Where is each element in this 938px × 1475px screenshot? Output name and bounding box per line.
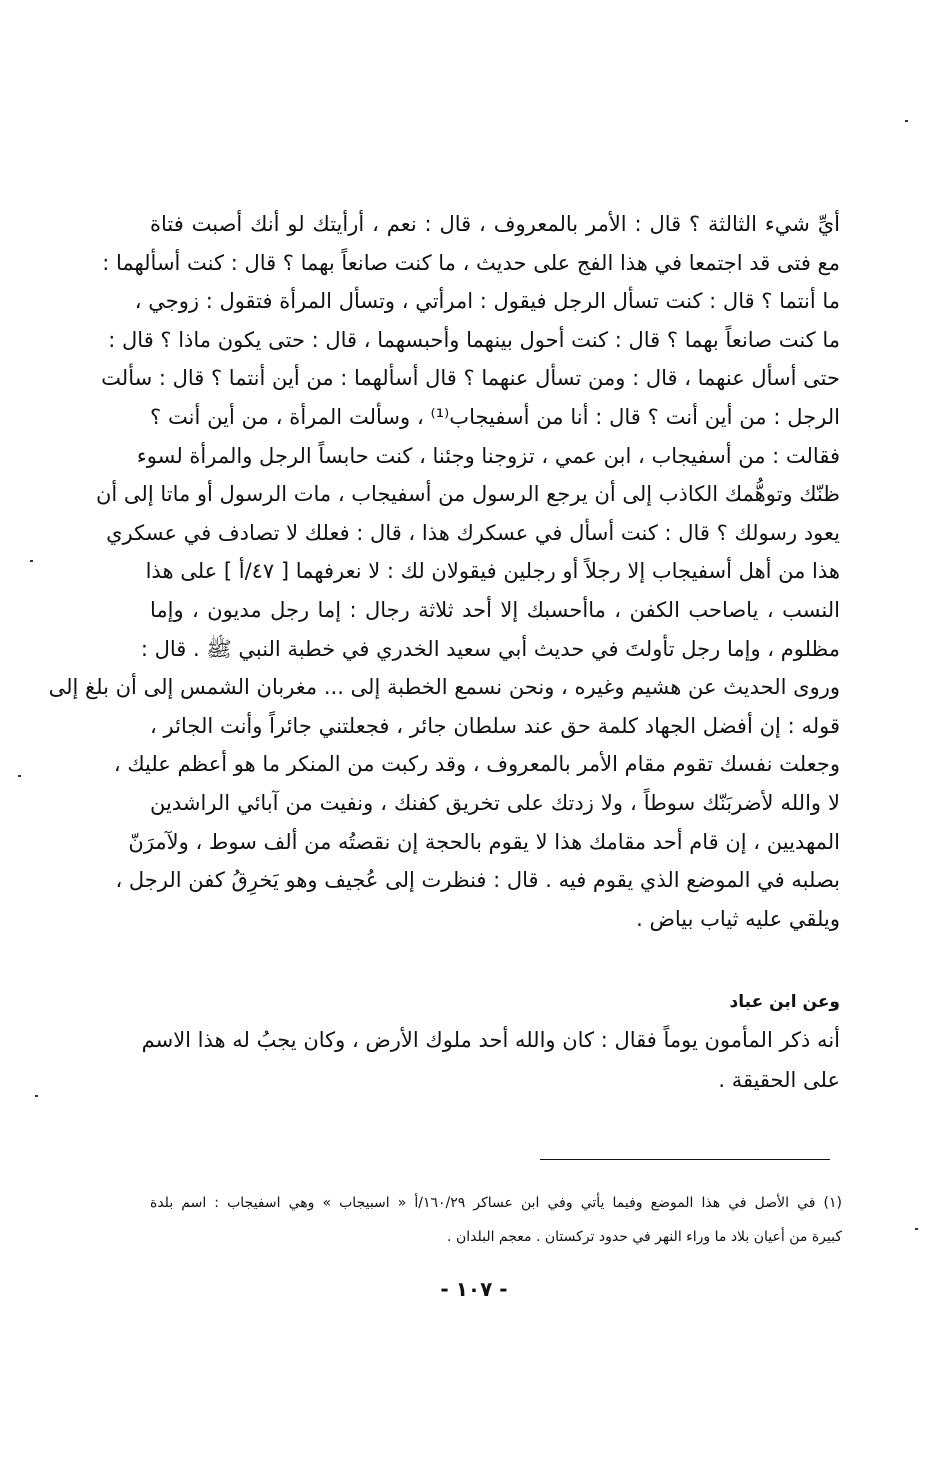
- body-line: ما أنتما ؟ قال : كنت تسأل الرجل فيقول : امرأتي ، وتسأل المرأة فتقول : زوجي ،: [134, 289, 840, 314]
- page-number: - ١٠٧ -: [440, 1277, 508, 1301]
- quote-line: على الحقيقة .: [718, 1068, 840, 1092]
- body-text: [48, 205, 840, 938]
- scan-speck: [905, 120, 908, 122]
- body-line: قوله : إن أفضل الجهاد كلمة حق عند سلطان جائر ، فجعلتني جائراً وأنت الجائر ،: [150, 713, 840, 738]
- footnote-line: (١) في الأصل في هذا الموضع وفيما يأتي وفي ابن عساكر ١٦٠/٢٩/أ « اسبيجاب » وهي اسفيجاب : اسم بلدة: [150, 1195, 842, 1211]
- scan-speck: [18, 775, 21, 777]
- body-line: فقالت : من أسفيجاب ، ابن عمي ، تزوجنا وجئنا ، كنت حابساً الرجل والمرأة لسوء: [136, 443, 840, 468]
- body-line: أيِّ شيء الثالثة ؟ قال : الأمر بالمعروف ، قال : نعم ، أرأيتك لو أنك أصبت فتاة: [150, 212, 840, 236]
- body-line: لا والله لأضربَنّك سوطاً ، ولا زدتك على تخريق كفنك ، ونفيت من آبائي الراشدين: [150, 790, 840, 815]
- body-line: ويلقي عليه ثياب بياض .: [636, 906, 840, 931]
- body-line: ما كنت صانعاً بهما ؟ قال : كنت أحول بينهما وأحبسهما ، قال : حتى يكون ماذا ؟ قال :: [108, 327, 840, 352]
- body-line: يعود رسولك ؟ قال : كنت أسأل في عسكرك هذا ، قال : فعلك لا تصادف في عسكري: [106, 520, 840, 545]
- body-line: وجعلت نفسك تقوم مقام الأمر بالمعروف ، وقد ركبت من المنكر ما هو أعظم عليك ،: [113, 752, 840, 777]
- body-line: مظلوم ، وإما رجل تأولتَ في حديث أبي سعيد الخدري في خطبة النبي ﷺ . قال :: [140, 636, 840, 661]
- scan-speck: [30, 560, 33, 562]
- section-heading: وعن ابن عباد: [729, 992, 840, 1012]
- body-line: المهديين ، إن قام أحد مقامك هذا لا يقوم بالحجة إن نقصتُه من ألف سوط ، ولآمرَنّ: [128, 829, 840, 854]
- body-line: مع فتى قد اجتمعا في هذا الفج على حديث ، ما كنت صانعاً بهما ؟ قال : كنت أسألهما :: [102, 250, 840, 275]
- quote-text: [141, 1020, 840, 1100]
- scan-speck: [35, 1095, 38, 1097]
- body-line: النسب ، ياصاحب الكفن ، ماأحسبك إلا أحد ثلاثة رجال : إما رجل مديون ، وإما: [150, 597, 840, 622]
- footnote-divider: [540, 1159, 830, 1160]
- body-line: الرجل : من أين أنت ؟ قال : أنا من أسفيجاب⁽¹⁾ ، وسألت المرأة ، من أين أنت ؟: [150, 404, 840, 429]
- body-line: ظنّك وتوهُّمك الكاذب إلى أن يرجع الرسول من أسفيجاب ، مات الرسول أو ماتا إلى أن: [95, 482, 840, 507]
- quote-line: أنه ذكر المأمون يوماً فقال : كان والله أحد ملوك الأرض ، وكان يجبُ له هذا الاسم: [141, 1028, 840, 1052]
- footnote-line: كبيرة من أعيان بلاد ما وراء النهر في حدود تركستان . معجم البلدان .: [447, 1229, 842, 1245]
- body-line: وروى الحديث عن هشيم وغيره ، ونحن نسمع الخطبة إلى ... مغربان الشمس إلى أن بلغ إلى: [48, 675, 840, 700]
- footnotes: [150, 1186, 842, 1254]
- body-line: هذا من أهل أسفيجاب إلا رجلاً أو رجلين فيقولان لك : لا نعرفهما [ ٤٧/أ ] على هذا: [145, 559, 840, 584]
- scan-speck: [915, 1228, 918, 1230]
- body-line: حتى أسأل عنهما ، قال : ومن تسأل عنهما ؟ قال أسألهما : من أين أنتما ؟ قال : سألت: [101, 366, 840, 391]
- body-line: بصلبه في الموضع الذي يقوم فيه . قال : فنظرت إلى عُجيف وهو يَخرِقُ كفن الرجل ،: [115, 868, 840, 893]
